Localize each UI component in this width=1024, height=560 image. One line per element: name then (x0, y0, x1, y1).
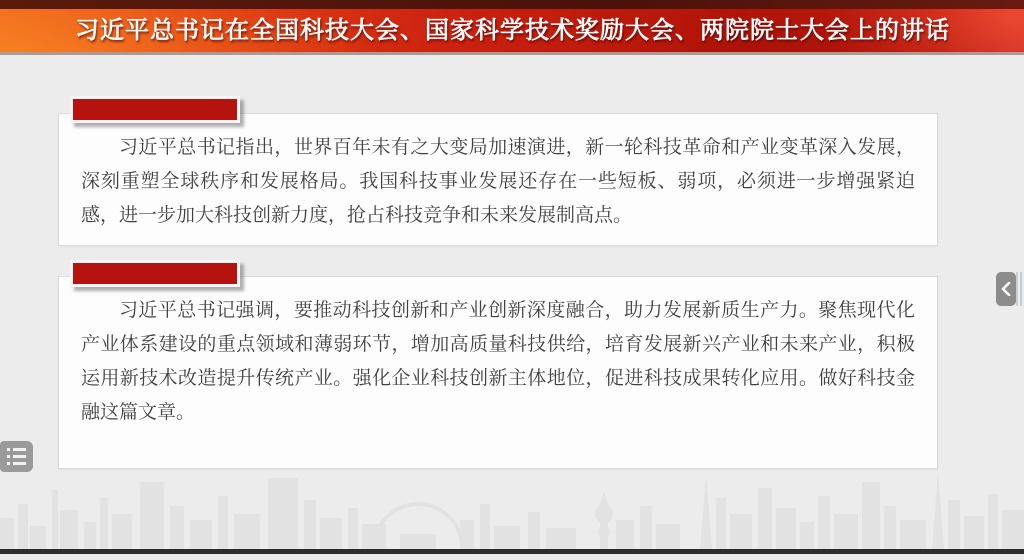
list-icon (7, 448, 27, 465)
outline-button[interactable] (0, 441, 33, 472)
content-card-1 (58, 113, 938, 246)
city-skyline-graphic (0, 470, 1024, 549)
section-body-2: 习近平总书记强调，要推动科技创新和产业创新深度融合，助力发展新质生产力。聚焦现代化产业体系建设的重点领域和薄弱环节，增加高质量科技供给，培育发展新兴产业和未来产业，积极运用新技术改造提升传统产业。强化企业科技创新主体地位，促进科技成果转化应用。做好科技金融这篇文章。 (81, 300, 915, 423)
collapse-panel-button[interactable] (996, 272, 1016, 306)
title-banner (0, 9, 1024, 55)
section-badge-1 (70, 96, 240, 123)
content-card-2 (58, 276, 938, 469)
scrollbar-lines[interactable] (1016, 272, 1024, 306)
section-body-1: 习近平总书记指出，世界百年未有之大变局加速演进，新一轮科技革命和产业变革深入发展，深刻重塑全球秩序和发展格局。我国科技事业发展还存在一些短板、弱项，必须进一步增强紧迫感，进一步加大科技创新力度，抢占科技竞争和未来发展制高点。 (81, 137, 915, 226)
page-title: 习近平总书记在全国科技大会、国家科学技术奖励大会、两院院士大会上的讲话 (75, 17, 950, 44)
chevron-left-icon (1001, 282, 1011, 296)
bottom-edge (0, 554, 1024, 560)
section-badge-2 (70, 260, 240, 287)
header-top-strip (0, 0, 1024, 9)
